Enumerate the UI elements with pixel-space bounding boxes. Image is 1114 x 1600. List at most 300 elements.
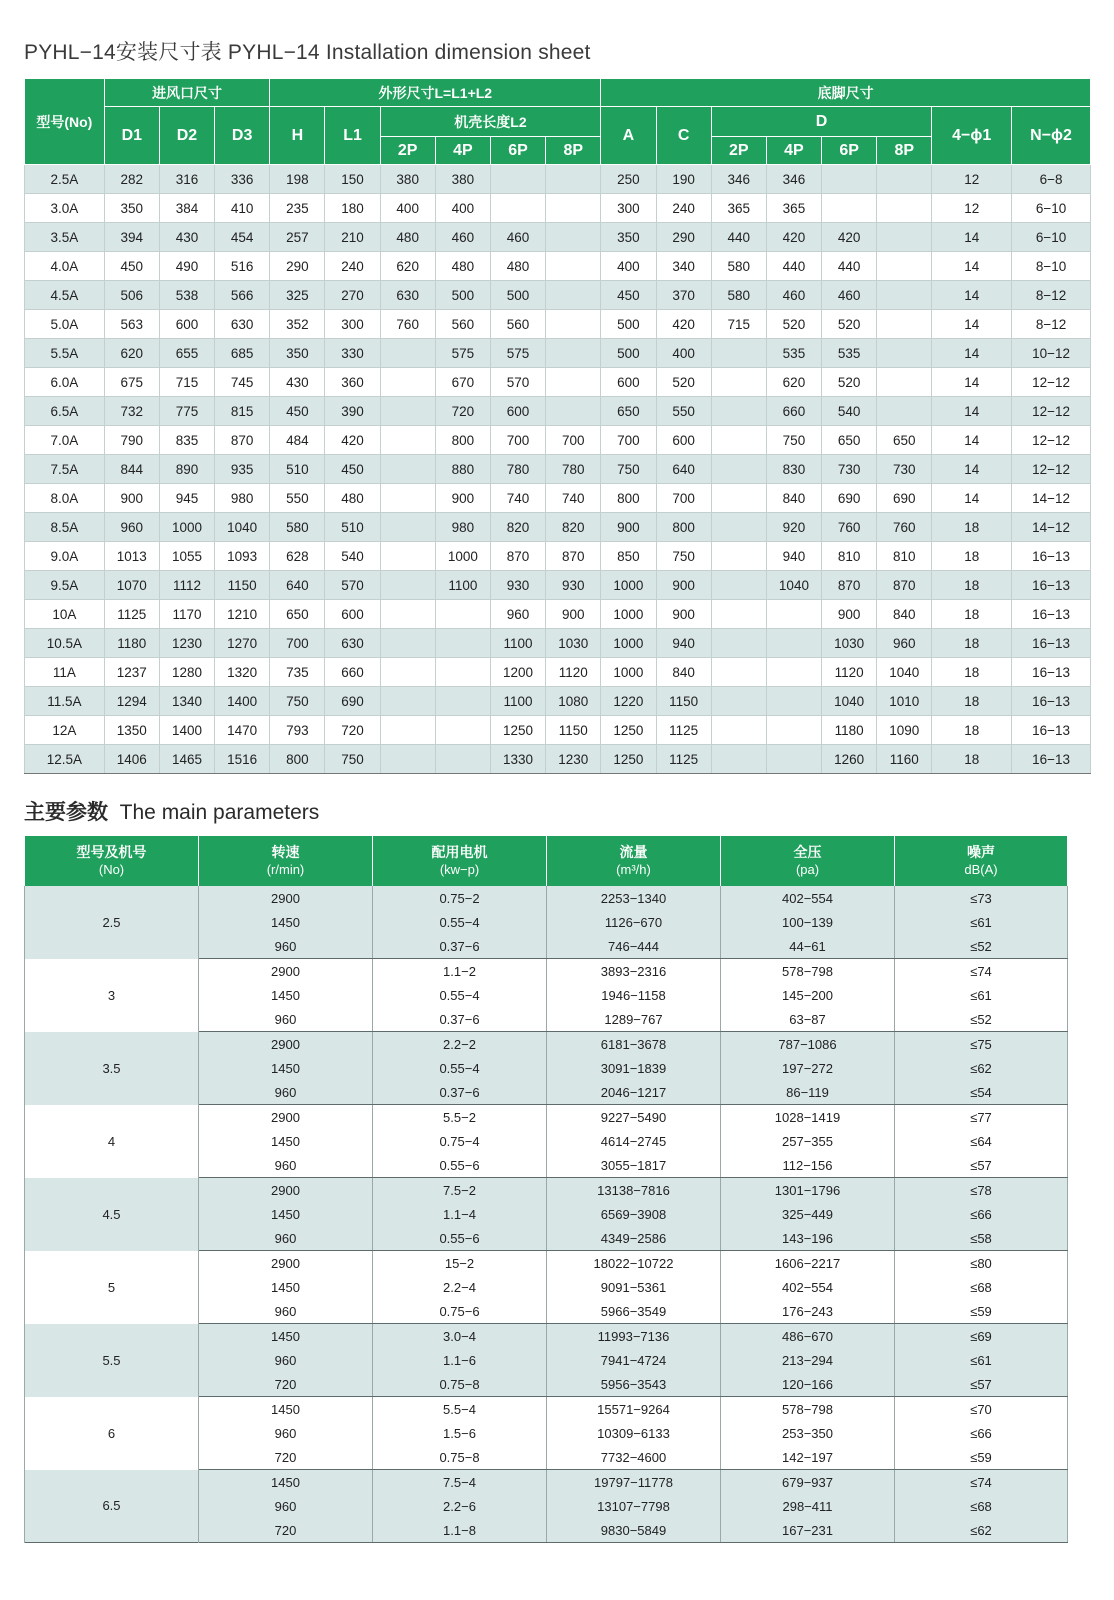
param-cell: 1450 — [199, 1397, 373, 1422]
param-cell: ≤61 — [895, 1348, 1068, 1372]
dimension-cell: 350 — [104, 194, 159, 223]
dimension-row — [25, 368, 1091, 397]
dimension-cell: 330 — [325, 339, 380, 368]
dimension-cell: 440 — [822, 252, 877, 281]
dimension-cell: 350 — [601, 223, 656, 252]
dimension-model-cell: 10A — [25, 600, 105, 629]
dimension-cell: 325 — [270, 281, 325, 310]
dimension-cell: 1055 — [159, 542, 214, 571]
dimension-cell: 1150 — [546, 716, 601, 745]
dimension-cell: 480 — [380, 223, 435, 252]
dimension-cell: 1040 — [877, 658, 932, 687]
dimension-model-cell: 3.5A — [25, 223, 105, 252]
dimension-cell: 700 — [601, 426, 656, 455]
dimension-model-cell: 7.0A — [25, 426, 105, 455]
dimension-cell: 394 — [104, 223, 159, 252]
param-header-speed: 转速 (r/min) — [199, 836, 373, 886]
dimension-cell: 18 — [932, 571, 1012, 600]
dimension-cell: 1160 — [877, 745, 932, 774]
dimension-cell: 16−13 — [1012, 629, 1091, 658]
dimension-cell — [435, 658, 490, 687]
param-cell: 2.2−4 — [373, 1275, 547, 1299]
dimension-cell — [711, 716, 766, 745]
dimension-cell: 6−10 — [1012, 223, 1091, 252]
param-cell: ≤73 — [895, 886, 1068, 910]
param-cell: ≤62 — [895, 1518, 1068, 1543]
dimension-cell: 575 — [435, 339, 490, 368]
dimension-cell: 520 — [766, 310, 821, 339]
dimension-cell: 400 — [601, 252, 656, 281]
dimension-cell: 685 — [215, 339, 270, 368]
dimension-cell: 1000 — [159, 513, 214, 542]
param-cell: 9227−5490 — [547, 1105, 721, 1130]
dimension-model-cell: 8.5A — [25, 513, 105, 542]
param-cell: ≤52 — [895, 934, 1068, 959]
dimension-cell — [380, 658, 435, 687]
param-group — [25, 1032, 1068, 1105]
dimension-cell — [546, 397, 601, 426]
param-cell: 167−231 — [721, 1518, 895, 1543]
dimension-cell: 490 — [159, 252, 214, 281]
dimension-cell: 1150 — [215, 571, 270, 600]
param-cell: 2900 — [199, 1251, 373, 1276]
dimension-cell — [711, 513, 766, 542]
dimension-cell: 410 — [215, 194, 270, 223]
param-cell: 1126−670 — [547, 910, 721, 934]
param-cell: 145−200 — [721, 983, 895, 1007]
dimension-cell: 190 — [656, 165, 711, 194]
dimension-cell: 500 — [490, 281, 545, 310]
param-cell: ≤58 — [895, 1226, 1068, 1251]
dimension-cell: 740 — [490, 484, 545, 513]
dimension-cell: 1112 — [159, 571, 214, 600]
param-cell: 13138−7816 — [547, 1178, 721, 1203]
param-cell: 1301−1796 — [721, 1178, 895, 1203]
dimension-cell — [546, 339, 601, 368]
param-cell: 2.2−6 — [373, 1494, 547, 1518]
dimension-cell — [877, 368, 932, 397]
param-cell: 7.5−4 — [373, 1470, 547, 1495]
dimension-cell: 750 — [270, 687, 325, 716]
dimension-cell: 18 — [932, 513, 1012, 542]
dimension-cell — [380, 687, 435, 716]
dimension-row — [25, 687, 1091, 716]
param-row — [25, 886, 1068, 910]
dimension-cell: 830 — [766, 455, 821, 484]
dimension-cell — [546, 310, 601, 339]
header-d2: D2 — [159, 107, 214, 165]
dimension-cell: 1000 — [601, 658, 656, 687]
param-cell: 1.1−2 — [373, 959, 547, 984]
dimension-cell: 890 — [159, 455, 214, 484]
dimension-cell — [766, 745, 821, 774]
param-group — [25, 1105, 1068, 1178]
param-row — [25, 1032, 1068, 1057]
dimension-sheet-title: PYHL−14安装尺寸表 PYHL−14 Installation dimension sheet — [24, 41, 591, 64]
dimension-cell: 1100 — [490, 629, 545, 658]
param-cell: ≤59 — [895, 1445, 1068, 1470]
dimension-cell: 700 — [656, 484, 711, 513]
dimension-cell: 810 — [822, 542, 877, 571]
param-model-cell: 6.5 — [25, 1470, 199, 1543]
dimension-cell: 1150 — [656, 687, 711, 716]
dimension-row — [25, 426, 1091, 455]
dimension-cell: 1465 — [159, 745, 214, 774]
param-cell: 3.0−4 — [373, 1324, 547, 1349]
dimension-cell — [822, 194, 877, 223]
dimension-cell: 1230 — [159, 629, 214, 658]
dimension-cell: 240 — [656, 194, 711, 223]
dimension-cell — [546, 194, 601, 223]
dimension-cell: 790 — [104, 426, 159, 455]
dimension-row — [25, 484, 1091, 513]
dimension-cell: 8−12 — [1012, 281, 1091, 310]
dimension-cell — [877, 397, 932, 426]
param-cell: 4614−2745 — [547, 1129, 721, 1153]
param-header-motor: 配用电机 (kw−p) — [373, 836, 547, 886]
param-cell: 63−87 — [721, 1007, 895, 1032]
param-cell: 1450 — [199, 1129, 373, 1153]
dimension-cell: 6−10 — [1012, 194, 1091, 223]
dimension-cell: 460 — [490, 223, 545, 252]
dimension-cell — [380, 513, 435, 542]
dimension-cell: 18 — [932, 716, 1012, 745]
dimension-cell: 630 — [380, 281, 435, 310]
dimension-row — [25, 542, 1091, 571]
param-model-cell: 6 — [25, 1397, 199, 1470]
dimension-cell: 960 — [877, 629, 932, 658]
dimension-model-cell: 12.5A — [25, 745, 105, 774]
dimension-row — [25, 571, 1091, 600]
dimension-model-cell: 2.5A — [25, 165, 105, 194]
dimension-cell — [380, 629, 435, 658]
dimension-row — [25, 281, 1091, 310]
dimension-row — [25, 194, 1091, 223]
dimension-cell — [490, 165, 545, 194]
dimension-cell — [546, 252, 601, 281]
dimension-cell: 550 — [270, 484, 325, 513]
param-cell: 4349−2586 — [547, 1226, 721, 1251]
dimension-cell: 1270 — [215, 629, 270, 658]
param-row — [25, 1178, 1068, 1203]
param-cell: 1946−1158 — [547, 983, 721, 1007]
param-cell: 402−554 — [721, 886, 895, 910]
dimension-cell: 14 — [932, 397, 1012, 426]
dimension-cell: 500 — [435, 281, 490, 310]
dimension-cell: 745 — [215, 368, 270, 397]
dimension-cell — [380, 426, 435, 455]
dimension-cell: 420 — [325, 426, 380, 455]
dimension-cell: 6−8 — [1012, 165, 1091, 194]
dimension-cell — [380, 745, 435, 774]
dimension-cell: 750 — [325, 745, 380, 774]
param-cell: ≤52 — [895, 1007, 1068, 1032]
dimension-cell: 400 — [380, 194, 435, 223]
param-cell: 7.5−2 — [373, 1178, 547, 1203]
dimension-cell — [877, 339, 932, 368]
dimension-cell: 506 — [104, 281, 159, 310]
param-cell: 746−444 — [547, 934, 721, 959]
dimension-cell: 8−10 — [1012, 252, 1091, 281]
dimension-cell: 1120 — [546, 658, 601, 687]
param-cell: 720 — [199, 1372, 373, 1397]
param-cell: ≤59 — [895, 1299, 1068, 1324]
dimension-cell: 282 — [104, 165, 159, 194]
dimension-cell: 820 — [490, 513, 545, 542]
param-cell: 15571−9264 — [547, 1397, 721, 1422]
dimension-cell: 16−13 — [1012, 716, 1091, 745]
dimension-cell — [711, 484, 766, 513]
dimension-cell: 336 — [215, 165, 270, 194]
dimension-cell: 450 — [104, 252, 159, 281]
dimension-cell — [380, 397, 435, 426]
dimension-cell: 1000 — [601, 629, 656, 658]
dimension-cell — [380, 600, 435, 629]
dimension-cell: 1125 — [104, 600, 159, 629]
param-cell: 9091−5361 — [547, 1275, 721, 1299]
dimension-cell: 1180 — [104, 629, 159, 658]
dimension-cell: 930 — [546, 571, 601, 600]
dimension-cell: 720 — [435, 397, 490, 426]
dimension-model-cell: 5.5A — [25, 339, 105, 368]
dimension-cell: 900 — [546, 600, 601, 629]
param-cell: 5.5−2 — [373, 1105, 547, 1130]
header-base-size: 底脚尺寸 — [601, 79, 1091, 107]
param-cell: 1.1−4 — [373, 1202, 547, 1226]
dimension-cell: 12−12 — [1012, 397, 1091, 426]
dimension-cell: 1250 — [601, 745, 656, 774]
param-cell: 1450 — [199, 1324, 373, 1349]
param-cell: 960 — [199, 1421, 373, 1445]
dimension-cell: 700 — [546, 426, 601, 455]
param-cell: ≤80 — [895, 1251, 1068, 1276]
dimension-cell: 720 — [325, 716, 380, 745]
dimension-cell: 650 — [270, 600, 325, 629]
dimension-cell: 440 — [711, 223, 766, 252]
param-cell: 5966−3549 — [547, 1299, 721, 1324]
dimension-cell: 600 — [325, 600, 380, 629]
param-cell: 325−449 — [721, 1202, 895, 1226]
dimension-cell: 730 — [822, 455, 877, 484]
param-cell: ≤77 — [895, 1105, 1068, 1130]
dimension-cell: 1120 — [822, 658, 877, 687]
param-model-cell: 3.5 — [25, 1032, 199, 1105]
dimension-cell: 960 — [490, 600, 545, 629]
dimension-cell: 510 — [325, 513, 380, 542]
dimension-cell: 1516 — [215, 745, 270, 774]
param-cell: 18022−10722 — [547, 1251, 721, 1276]
dimension-cell: 440 — [766, 252, 821, 281]
dimension-cell: 1100 — [490, 687, 545, 716]
param-cell: ≤68 — [895, 1275, 1068, 1299]
dimension-cell: 420 — [656, 310, 711, 339]
main-parameters-title-en: The main parameters — [119, 801, 320, 824]
dimension-cell — [766, 658, 821, 687]
dimension-cell: 16−13 — [1012, 745, 1091, 774]
header-l2-8p: 8P — [546, 137, 601, 165]
dimension-cell: 16−13 — [1012, 658, 1091, 687]
param-cell: 1450 — [199, 1056, 373, 1080]
dimension-cell — [380, 716, 435, 745]
dimension-cell: 352 — [270, 310, 325, 339]
param-cell: ≤68 — [895, 1494, 1068, 1518]
param-cell: 2046−1217 — [547, 1080, 721, 1105]
dimension-cell: 18 — [932, 687, 1012, 716]
dimension-cell: 10−12 — [1012, 339, 1091, 368]
dimension-cell: 870 — [215, 426, 270, 455]
param-cell: 720 — [199, 1445, 373, 1470]
param-cell: 2900 — [199, 1032, 373, 1057]
param-cell: 787−1086 — [721, 1032, 895, 1057]
param-model-cell: 4.5 — [25, 1178, 199, 1251]
header-d1: D1 — [104, 107, 159, 165]
dimension-cell — [711, 455, 766, 484]
dimension-cell: 198 — [270, 165, 325, 194]
dimension-model-cell: 11.5A — [25, 687, 105, 716]
dimension-cell: 290 — [270, 252, 325, 281]
main-parameters-title-cn: 主要参数 — [24, 801, 108, 824]
dimension-cell — [877, 165, 932, 194]
dimension-cell: 570 — [325, 571, 380, 600]
dimension-cell: 750 — [656, 542, 711, 571]
dimension-model-cell: 12A — [25, 716, 105, 745]
dimension-cell: 570 — [490, 368, 545, 397]
param-cell: 960 — [199, 1494, 373, 1518]
dimension-cell — [546, 368, 601, 397]
dimension-cell: 1040 — [766, 571, 821, 600]
dimension-cell: 12−12 — [1012, 426, 1091, 455]
dimension-cell: 450 — [325, 455, 380, 484]
param-group — [25, 1397, 1068, 1470]
dimension-cell: 500 — [601, 339, 656, 368]
dimension-cell: 1040 — [215, 513, 270, 542]
dimension-cell: 1470 — [215, 716, 270, 745]
param-row — [25, 959, 1068, 984]
param-cell: ≤66 — [895, 1202, 1068, 1226]
param-cell: 1.1−8 — [373, 1518, 547, 1543]
param-cell: ≤57 — [895, 1372, 1068, 1397]
dimension-cell: 370 — [656, 281, 711, 310]
dimension-cell: 1013 — [104, 542, 159, 571]
dimension-cell: 460 — [435, 223, 490, 252]
dimension-cell: 1406 — [104, 745, 159, 774]
dimension-cell: 670 — [435, 368, 490, 397]
dimension-cell — [711, 658, 766, 687]
dimension-cell: 880 — [435, 455, 490, 484]
dimension-cell: 1080 — [546, 687, 601, 716]
dimension-cell: 350 — [270, 339, 325, 368]
dimension-cell: 628 — [270, 542, 325, 571]
header-d-6p: 6P — [822, 137, 877, 165]
dimension-cell: 210 — [325, 223, 380, 252]
dimension-cell: 870 — [490, 542, 545, 571]
param-cell: 1450 — [199, 1275, 373, 1299]
dimension-cell: 715 — [711, 310, 766, 339]
dimension-row — [25, 339, 1091, 368]
param-row — [25, 1397, 1068, 1422]
dimension-cell: 1330 — [490, 745, 545, 774]
dimension-cell: 675 — [104, 368, 159, 397]
dimension-cell — [380, 455, 435, 484]
dimension-cell: 1250 — [601, 716, 656, 745]
dimension-cell: 1340 — [159, 687, 214, 716]
dimension-cell: 365 — [766, 194, 821, 223]
param-cell: 0.55−6 — [373, 1153, 547, 1178]
dimension-cell — [711, 542, 766, 571]
dimension-cell — [380, 484, 435, 513]
param-cell: ≤64 — [895, 1129, 1068, 1153]
dimension-cell: 450 — [601, 281, 656, 310]
dimension-model-cell: 5.0A — [25, 310, 105, 339]
dimension-row — [25, 223, 1091, 252]
dimension-cell: 800 — [656, 513, 711, 542]
param-cell: 578−798 — [721, 959, 895, 984]
header-outer-size: 外形尺寸L=L1+L2 — [270, 79, 601, 107]
dimension-cell: 12 — [932, 165, 1012, 194]
dimension-cell: 460 — [766, 281, 821, 310]
dimension-cell — [435, 629, 490, 658]
param-cell: 578−798 — [721, 1397, 895, 1422]
param-group — [25, 886, 1068, 959]
header-d-2p: 2P — [711, 137, 766, 165]
dimension-cell: 775 — [159, 397, 214, 426]
dimension-cell: 14 — [932, 426, 1012, 455]
dimension-cell: 900 — [822, 600, 877, 629]
dimension-cell: 820 — [546, 513, 601, 542]
dimension-cell: 390 — [325, 397, 380, 426]
param-cell: 257−355 — [721, 1129, 895, 1153]
param-cell: 960 — [199, 1348, 373, 1372]
dimension-cell — [877, 252, 932, 281]
dimension-cell: 650 — [822, 426, 877, 455]
dimension-cell: 316 — [159, 165, 214, 194]
dimension-row — [25, 397, 1091, 426]
dimension-cell: 450 — [270, 397, 325, 426]
dimension-cell: 8−12 — [1012, 310, 1091, 339]
param-cell: ≤75 — [895, 1032, 1068, 1057]
dimension-cell: 1294 — [104, 687, 159, 716]
param-cell: 9830−5849 — [547, 1518, 721, 1543]
header-l2-6p: 6P — [490, 137, 545, 165]
dimension-cell: 735 — [270, 658, 325, 687]
dimension-row — [25, 629, 1091, 658]
dimension-model-cell: 7.5A — [25, 455, 105, 484]
dimension-cell: 16−13 — [1012, 600, 1091, 629]
dimension-cell: 535 — [822, 339, 877, 368]
dimension-cell: 1350 — [104, 716, 159, 745]
param-cell: 15−2 — [373, 1251, 547, 1276]
dimension-cell: 560 — [435, 310, 490, 339]
param-cell: ≤66 — [895, 1421, 1068, 1445]
dimension-row — [25, 658, 1091, 687]
dimension-cell — [435, 716, 490, 745]
param-cell: 2900 — [199, 1105, 373, 1130]
dimension-cell: 732 — [104, 397, 159, 426]
param-cell: 960 — [199, 1153, 373, 1178]
param-cell: 112−156 — [721, 1153, 895, 1178]
dimension-cell: 520 — [822, 368, 877, 397]
dimension-cell — [711, 368, 766, 397]
param-cell: ≤57 — [895, 1153, 1068, 1178]
dimension-cell: 300 — [601, 194, 656, 223]
dimension-row — [25, 513, 1091, 542]
dimension-cell: 600 — [601, 368, 656, 397]
dimension-cell: 18 — [932, 600, 1012, 629]
header-d3: D3 — [215, 107, 270, 165]
dimension-cell: 900 — [656, 571, 711, 600]
param-cell: 11993−7136 — [547, 1324, 721, 1349]
dimension-model-cell: 4.5A — [25, 281, 105, 310]
